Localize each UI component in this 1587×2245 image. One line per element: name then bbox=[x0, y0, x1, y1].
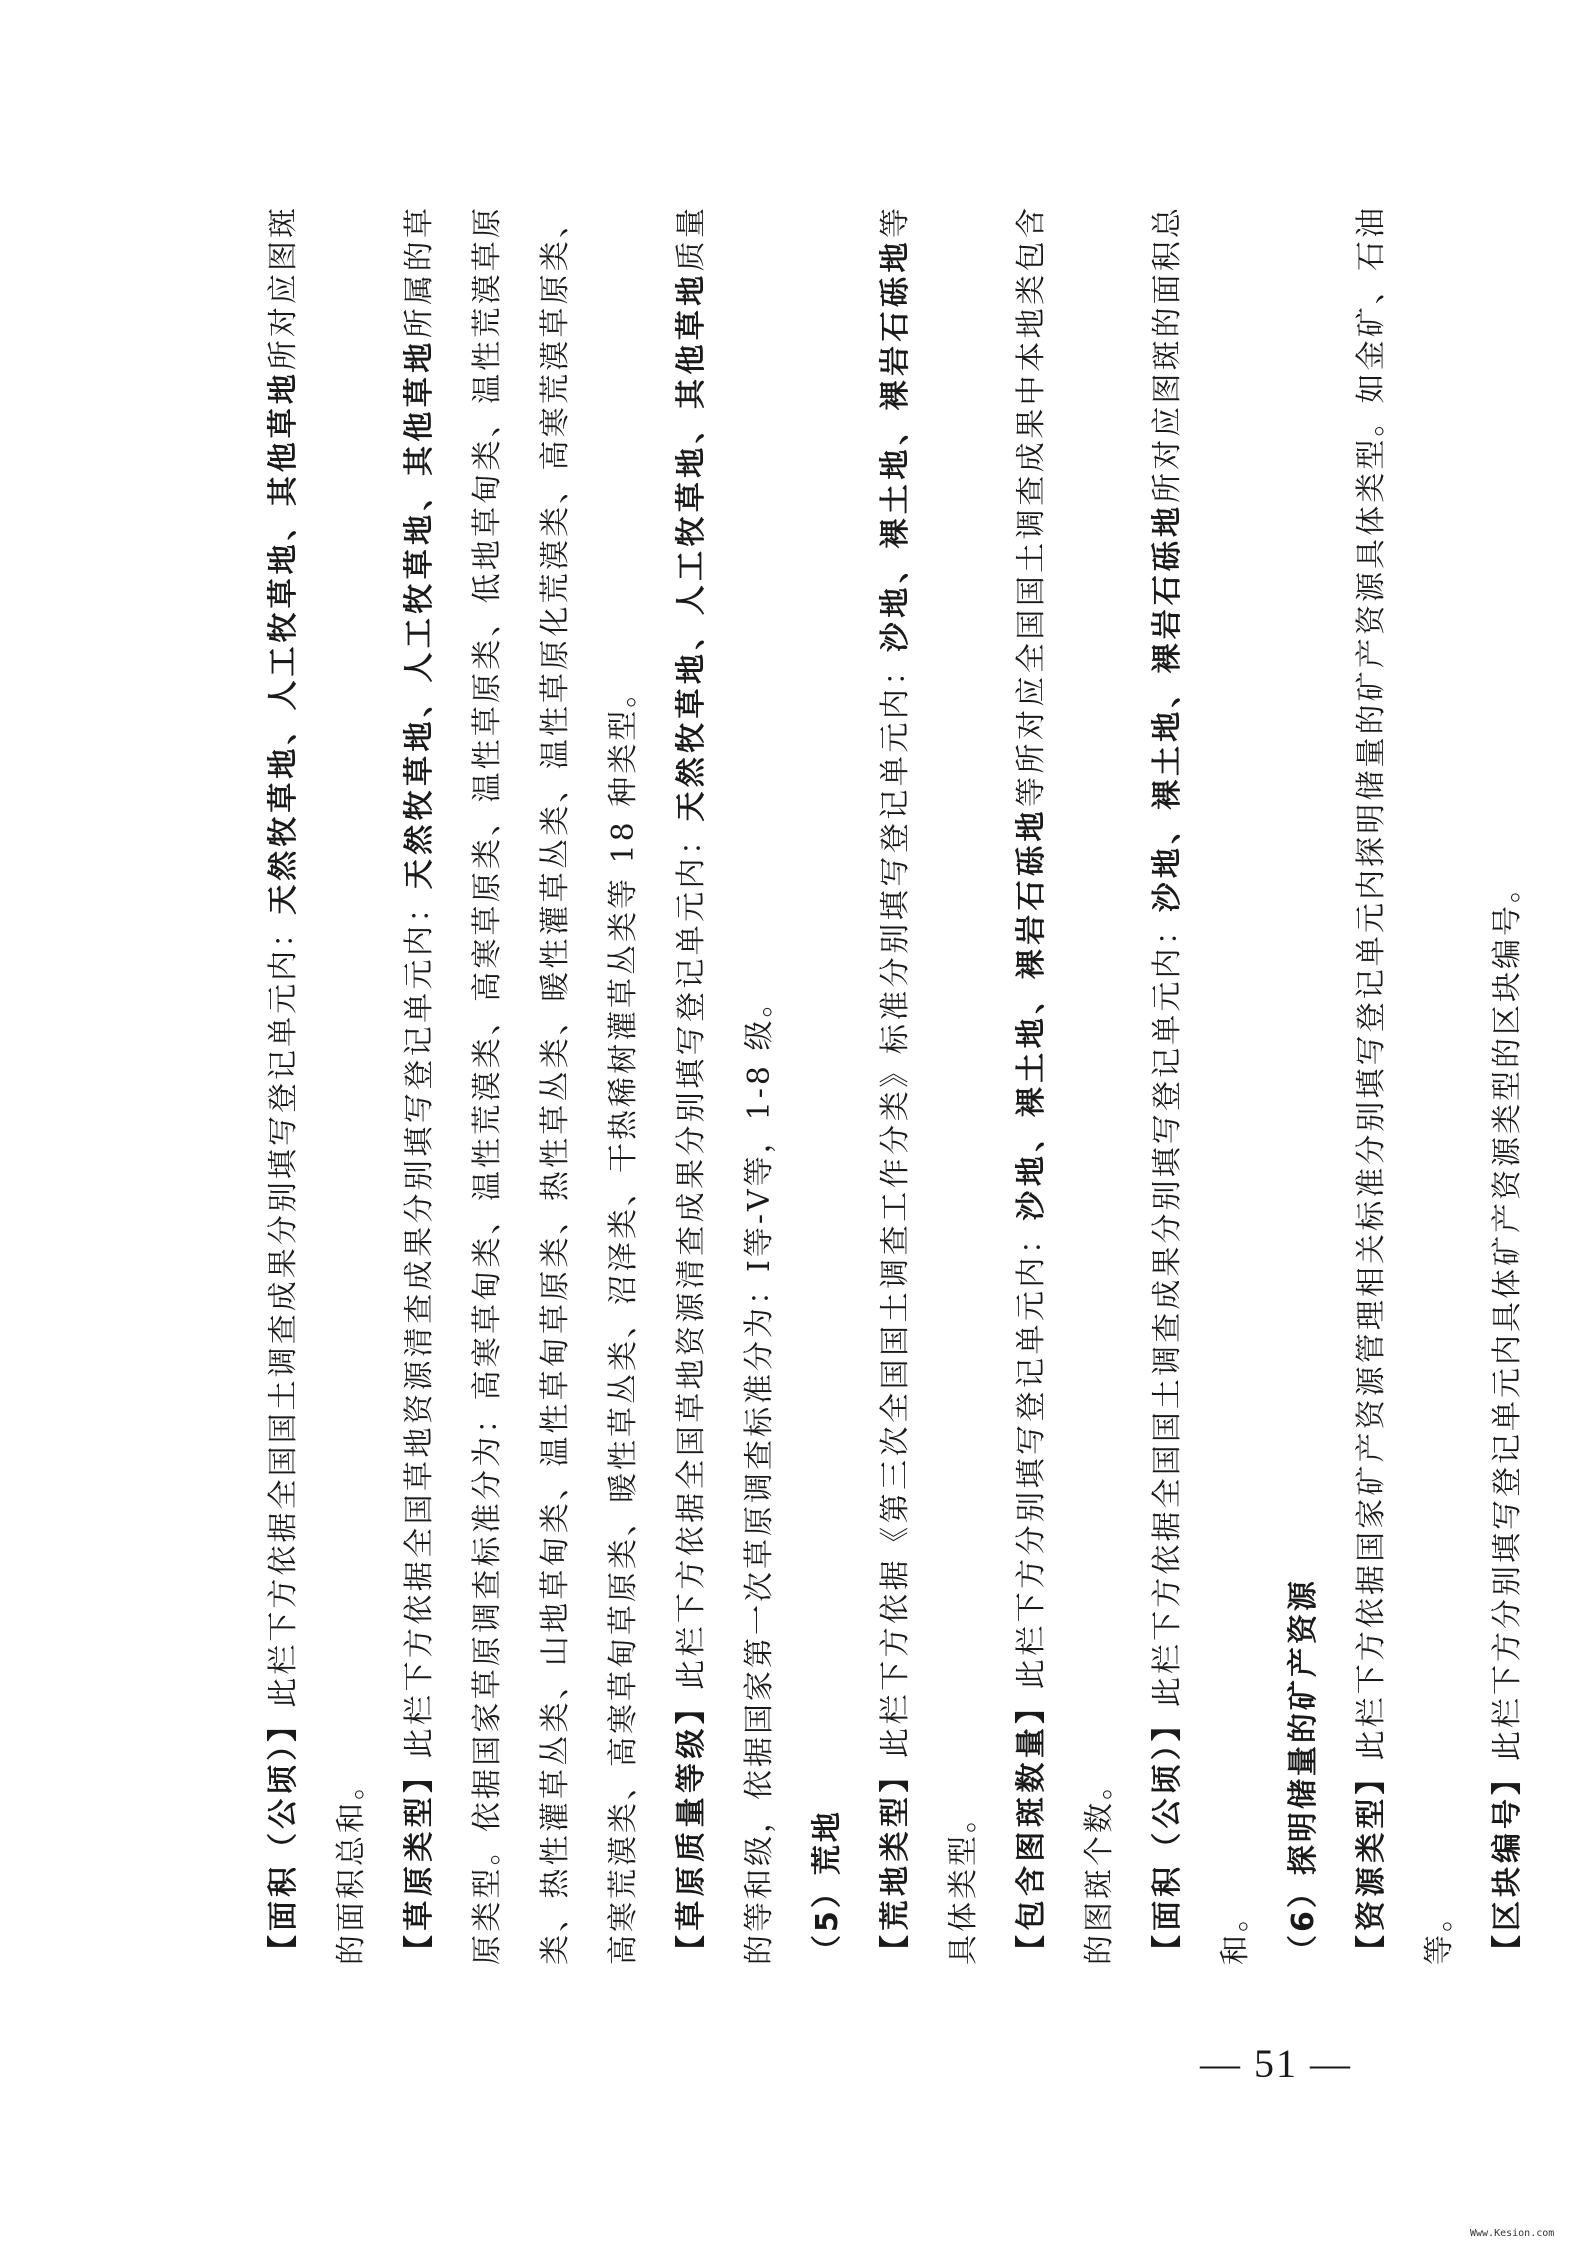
paragraph-resource-type bbox=[1338, 205, 1474, 1965]
emphasis-text: 沙地、裸土地、裸岩石砾地 bbox=[878, 237, 913, 653]
paragraph-text: 此栏下方依据全国国土调查成果分别填写登记单元内： bbox=[1150, 912, 1185, 1708]
paragraph-suffix: 质量的等和级，依据国家第一次草原调查标准分为：Ⅰ等-Ⅴ等，1-8 级。 bbox=[674, 204, 777, 1965]
watermark: Www.Kesion.com bbox=[1470, 2228, 1555, 2239]
paragraph-text: 此栏下方依据全国草地资源清查成果分别填写登记单元内： bbox=[674, 821, 709, 1690]
paragraph-suffix: 等所对应全国国土调查成果中本地类包含的图斑个数。 bbox=[1014, 204, 1117, 1965]
paragraph-suffix: 所对应图斑的面积总和。 bbox=[1150, 204, 1253, 1965]
field-label: 【草原类型】 bbox=[402, 1758, 437, 1965]
emphasis-text: 沙地、裸土地、裸岩石砾地 bbox=[1014, 806, 1049, 1221]
body-text bbox=[250, 205, 1542, 1965]
field-label: 【草原质量等级】 bbox=[674, 1689, 709, 1965]
emphasis-text: 沙地、裸土地、裸岩石砾地 bbox=[1150, 502, 1185, 913]
field-label: 【面积（公顷）】 bbox=[1150, 1707, 1185, 1965]
field-label: 【荒地类型】 bbox=[878, 1757, 913, 1965]
paragraph-block-number bbox=[1474, 205, 1542, 1965]
paragraph-text: 此栏下方分别填写登记单元内： bbox=[1014, 1220, 1049, 1690]
paragraph-suffix: 所对应图斑的面积总和。 bbox=[266, 204, 369, 1965]
paragraph-text: 此栏下方依据全国国土调查成果分别填写登记单元内： bbox=[266, 914, 301, 1708]
emphasis-text: 天然牧草地、人工牧草地、其他草地 bbox=[266, 370, 301, 915]
paragraph-text: 此栏下方依据国家矿产资源管理相关标准分别填写登记单元内探明储量的矿产资源具体类型。如金矿、石油等。 bbox=[1354, 205, 1457, 1965]
field-label: 【区块编号】 bbox=[1490, 1761, 1525, 1965]
paragraph-wasteland-type bbox=[862, 205, 998, 1965]
section-heading-minerals: （6）探明储量的矿产资源 bbox=[1286, 1578, 1321, 1965]
section-heading-wasteland: （5）荒地 bbox=[810, 1809, 845, 1965]
field-label: 【包含图斑数量】 bbox=[1014, 1689, 1049, 1965]
emphasis-text: 天然牧草地、人工牧草地、其他草地 bbox=[402, 338, 437, 890]
paragraph-wasteland-area bbox=[1134, 205, 1270, 1965]
field-label: 【资源类型】 bbox=[1354, 1760, 1389, 1965]
paragraph-grassland-quality bbox=[658, 205, 794, 1965]
paragraph-suffix: 所属的草原类型。依据国家草原调查标准分为：高寒草甸类、温性荒漠类、高寒草原类、温性草原类、低地草甸类、温性荒漠草原类、热性灌草丛类、山地草甸类、温性草甸草原类、热性草丛类、暖性灌草丛类、温性草原化荒漠类、高寒荒漠草原类、高寒荒漠类、高寒草甸草原类、暖性草丛类、沼泽类、干热稀树灌草丛类等 18 种类型。 bbox=[402, 204, 641, 1965]
paragraph-grassland-area bbox=[250, 205, 386, 1965]
paragraph-text: 此栏下方分别填写登记单元内具体矿产资源类型的区块编号。 bbox=[1490, 870, 1525, 1761]
paragraph-patch-count bbox=[998, 205, 1134, 1965]
paragraph-text: 此栏下方依据《第三次全国国土调查工作分类》标准分别填写登记单元内： bbox=[878, 652, 913, 1758]
field-label: 【面积（公顷）】 bbox=[266, 1707, 301, 1965]
page-number: — 51 — bbox=[1200, 2041, 1352, 2086]
paragraph-text: 此栏下方依据全国草地资源清查成果分别填写登记单元内： bbox=[402, 889, 437, 1759]
paragraph-grassland-type bbox=[386, 205, 658, 1965]
paragraph-suffix: 等具体类型。 bbox=[878, 204, 981, 1965]
emphasis-text: 天然牧草地、人工牧草地、其他草地 bbox=[674, 271, 709, 822]
